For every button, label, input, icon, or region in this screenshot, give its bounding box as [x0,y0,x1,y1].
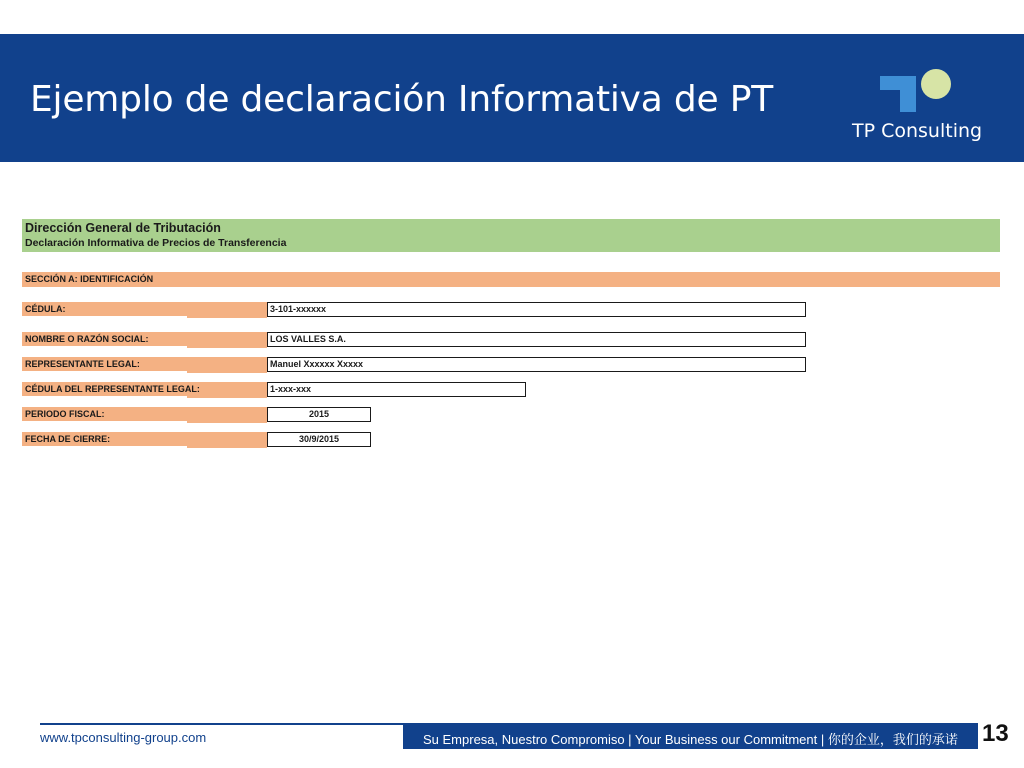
field-label-cedula-representante [22,382,267,396]
field-label-fecha-cierre [22,432,267,446]
field-label-text: FECHA DE CIERRE: [25,434,111,444]
field-label-razon-social [22,332,267,346]
footer-slogan: Su Empresa, Nuestro Compromiso | Your Business our Commitment | 你的企业，我们的承诺 [423,732,958,747]
footer-url[interactable]: www.tpconsulting-group.com [40,730,207,745]
field-label-representante [22,357,267,371]
tp-logo-icon [878,68,958,116]
fecha-cierre-field[interactable] [267,432,371,447]
field-label-text: PERIODO FISCAL: [25,409,105,419]
periodo-fiscal-field[interactable] [267,407,371,422]
section-title: SECCIÓN A: IDENTIFICACIÓN [25,274,154,284]
form-header-subtitle: Declaración Informativa de Precios de Transferencia [25,237,287,249]
page-number: 13 [982,720,1009,747]
field-label-text: REPRESENTANTE LEGAL: [25,359,140,369]
slide-title: Ejemplo de declaración Informativa de PT [30,79,774,120]
field-value: Manuel Xxxxxx Xxxxx [270,359,364,369]
field-value: 30/9/2015 [298,434,340,444]
section-header [22,272,1000,287]
field-value: 2015 [308,409,330,419]
footer-slogan-bar [403,725,978,749]
field-label-text: CÉDULA DEL REPRESENTANTE LEGAL: [25,384,200,394]
field-label-cedula [22,302,267,316]
representante-field[interactable] [267,357,806,372]
field-value: 1-xxx-xxx [270,384,312,394]
cedula-field[interactable] [267,302,806,317]
field-label-periodo-fiscal [22,407,267,421]
field-value: 3-101-xxxxxx [270,304,327,314]
field-value: LOS VALLES S.A. [270,334,346,344]
field-label-text: NOMBRE O RAZÓN SOCIAL: [25,334,149,344]
form-header [22,219,1000,252]
cedula-representante-field[interactable] [267,382,526,397]
logo-text: TP Consulting [852,120,983,142]
razon-social-field[interactable] [267,332,806,347]
field-label-text: CÉDULA: [25,304,66,314]
form-header-title: Dirección General de Tributación [25,221,221,235]
